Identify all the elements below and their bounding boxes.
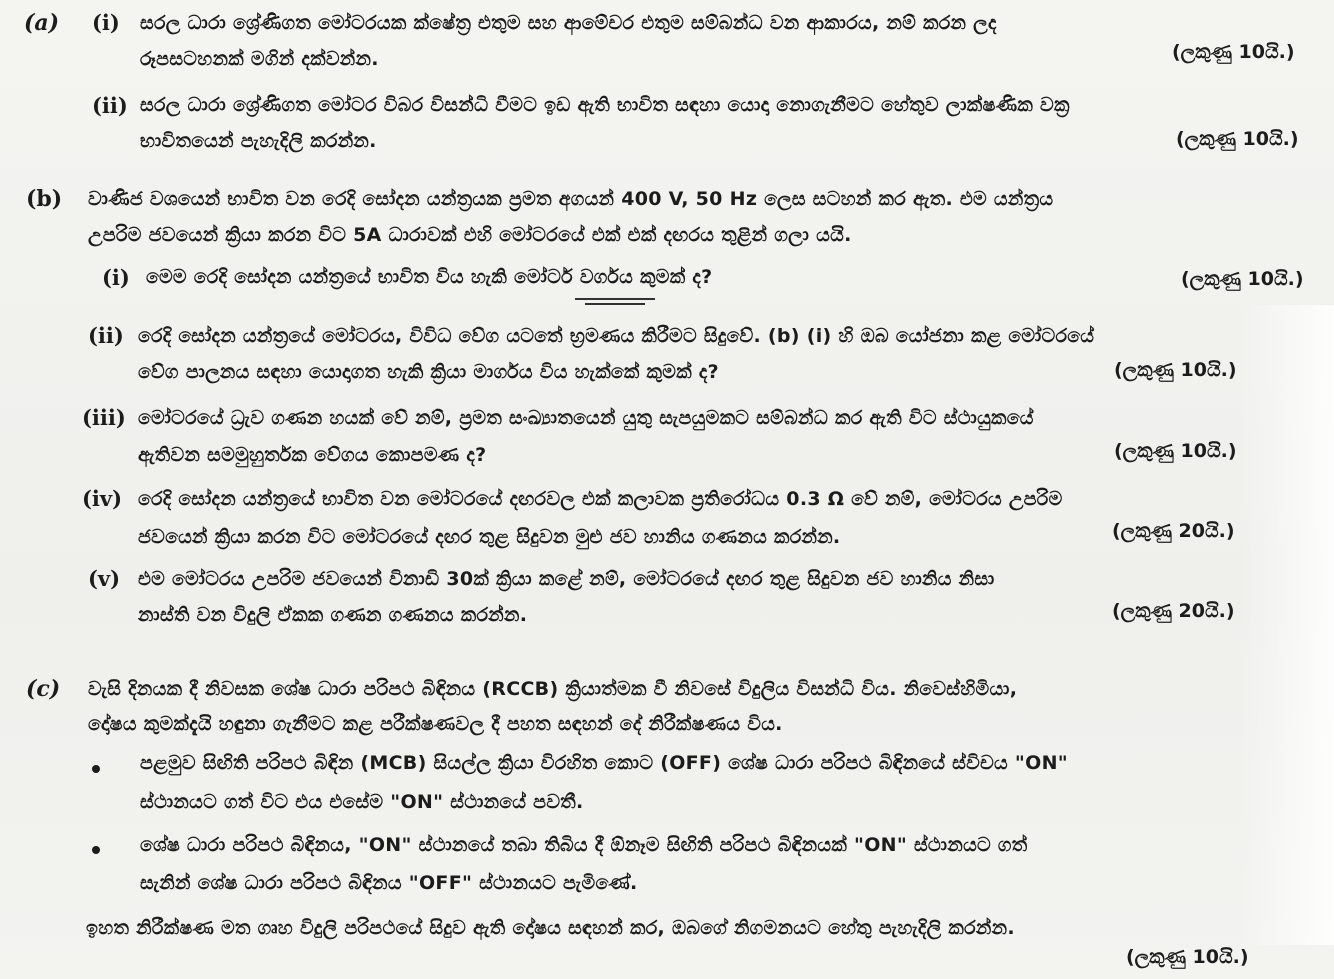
bullet-2-dot: [92, 846, 100, 854]
part-a-ii-line2: භාවිතයෙන් පැහැදිලි කරන්න.: [140, 130, 377, 152]
part-b-ii-line2: වේග පාලනය සඳහා යොදාගත හැකි ක්‍රියා මාර්ගය විය හැක්කේ කුමක් ද?: [138, 361, 719, 383]
part-b-iv-line2: ජවයෙන් ක්‍රියා කරන විට මෝටරයේ දඟර තුළ සිදුවන මුළු ජව හානිය ගණනය කරන්න.: [138, 526, 841, 548]
part-b-iv-number: (iv): [82, 486, 123, 511]
part-a-ii-marks: (ලකුණු 10යි.): [1176, 128, 1299, 150]
part-b-iii-number: (iii): [82, 405, 126, 430]
part-b-iv-line1: රෙදි සෝදන යන්ත්‍රයේ භාවිත වන මෝටරයේ දඟරවල එක් කලාවක ප්‍රතිරෝධය 0.3 Ω වේ නම්, මෝටරය උපරිම: [138, 488, 1063, 510]
part-b-i-marks: (ලකුණු 10යි.): [1181, 268, 1304, 290]
part-a-label: (a): [24, 10, 60, 36]
bullet-1-line2: ස්ථානයට ගත් විට එය එසේම "ON" ස්ථානයේ පවතී.: [140, 791, 584, 813]
page-fold-mark: [575, 298, 655, 310]
part-a-ii-line1: සරල ධාරා ශ්‍රේණිගත මෝටර විබර විසන්ධි වීමට ඉඩ ඇති භාවිත සඳහා යොදා නොගැනීමට හේතුව ලාක්ෂණික වක්‍ර: [140, 94, 1070, 116]
part-b-ii-marks: (ලකුණු 10යි.): [1114, 359, 1237, 381]
part-b-v-line2: නාස්ති වන විදුලි ඒකක ගණන ගණනය කරන්න.: [138, 604, 528, 626]
part-b-iii-line1: මෝටරයේ ධ්‍රැව ගණන හයක් වේ නම්, ප්‍රමත සංඛ්‍යාතයෙන් යුතු සැපයුමකට සම්බන්ධ කර ඇති විට ස්ථායුකයේ: [138, 407, 1034, 429]
part-b-iii-line2: ඇතිවන සමමුහුර්තක වේගය කොපමණ ද?: [138, 444, 487, 466]
bullet-1-line1: පළමුව සිඟිති පරිපථ බිඳින (MCB) සියල්ල ක්‍රියා විරහිත කොට (OFF) ශේෂ ධාරා පරිපථ බිඳිනයේ ස්විචය "ON": [140, 752, 1068, 774]
page-edge-shade: [1240, 305, 1334, 945]
part-c-marks: (ලකුණු 10යි.): [1126, 946, 1249, 968]
part-b-v-marks: (ලකුණු 20යි.): [1112, 600, 1235, 622]
part-b-line2: උපරිම ජවයෙන් ක්‍රියා කරන විට 5A ධාරාවක් එහි මෝටරයේ එක් එක් දඟරය තුළින් ගලා යයි.: [88, 224, 852, 246]
part-a-i-marks: (ලකුණු 10යි.): [1172, 41, 1295, 63]
part-a-i-line2: රූපසටහනක් මගින් දක්වන්න.: [140, 48, 379, 70]
part-b-label: (b): [26, 186, 63, 212]
part-b-v-line1: එම මෝටරය උපරිම ජවයෙන් විනාඩි 30ක් ක්‍රියා කළේ නම්, මෝටරයේ දඟර තුළ සිදුවන ජව හානිය නිසා: [138, 568, 995, 590]
part-c-label: (c): [26, 676, 61, 702]
bullet-2-line2: සැනින් ශේෂ ධාරා පරිපථ බිඳිනය "OFF" ස්ථානයට පැමිණේ.: [140, 872, 638, 894]
part-b-i-number: (i): [102, 265, 130, 290]
part-a-i-line1: සරල ධාරා ශ්‍රේණිගත මෝටරයක ක්ෂේත්‍ර එතුම සහ ආමේචර එතුම සම්බන්ධ වන ආකාරය, නම් කරන ලද: [140, 12, 997, 34]
bullet-2-line1: ශේෂ ධාරා පරිපථ බිඳිනය, "ON" ස්ථානයේ තබා තිබිය දී ඕනෑම සිඟිති පරිපථ බිඳිනයක් "ON" ස්ථානයට ගත්: [140, 834, 1028, 856]
part-c-line1: වැසි දිනයක දී නිවසක ශේෂ ධාරා පරිපථ බිඳිනය (RCCB) ක්‍රියාත්මක වී නිවසේ විදුලිය විසන්ධි විය. නිවෙස්හිමියා,: [88, 678, 1018, 700]
part-a-i-number: (i): [92, 10, 120, 35]
part-b-line1: වාණිජ වශයෙන් භාවිත වන රෙදි සෝදන යන්ත්‍රයක ප්‍රමත අගයන් 400 V, 50 Hz ලෙස සටහන් කර ඇත. එම යන්ත්‍රය: [88, 188, 1054, 210]
bullet-1-dot: [92, 765, 100, 773]
part-b-ii-number: (ii): [88, 323, 124, 348]
part-c-final-question: ඉහත නිරීක්ෂණ මත ගෘහ විදුලි පරිපථයේ සිදුව ඇති දෝෂය සඳහන් කර, ඔබගේ නිගමනයට හේතු පැහැදිලි කරන්න.: [86, 917, 1015, 939]
part-b-iv-marks: (ලකුණු 20යි.): [1112, 520, 1235, 542]
part-c-line2: දෝෂය කුමක්දැයි හඳුනා ගැනීමට කළ පරීක්ෂණවල දී පහත සඳහන් දේ නිරීක්ෂණය විය.: [88, 713, 783, 735]
part-a-ii-number: (ii): [92, 93, 128, 118]
part-b-v-number: (v): [88, 566, 121, 591]
part-b-ii-line1: රෙදි සෝදන යන්ත්‍රයේ මෝටරය, විවිධ වේග යටතේ භ්‍රමණය කිරීමට සිදුවේ. (b) (i) හි ඔබ යෝජනා කළ මෝටරයේ: [138, 325, 1095, 347]
part-b-i-line1: මෙම රෙදි සෝදන යන්ත්‍රයේ භාවිත විය හැකි මෝටර් වර්ගය කුමක් ද?: [146, 266, 713, 288]
part-b-iii-marks: (ලකුණු 10යි.): [1114, 440, 1237, 462]
